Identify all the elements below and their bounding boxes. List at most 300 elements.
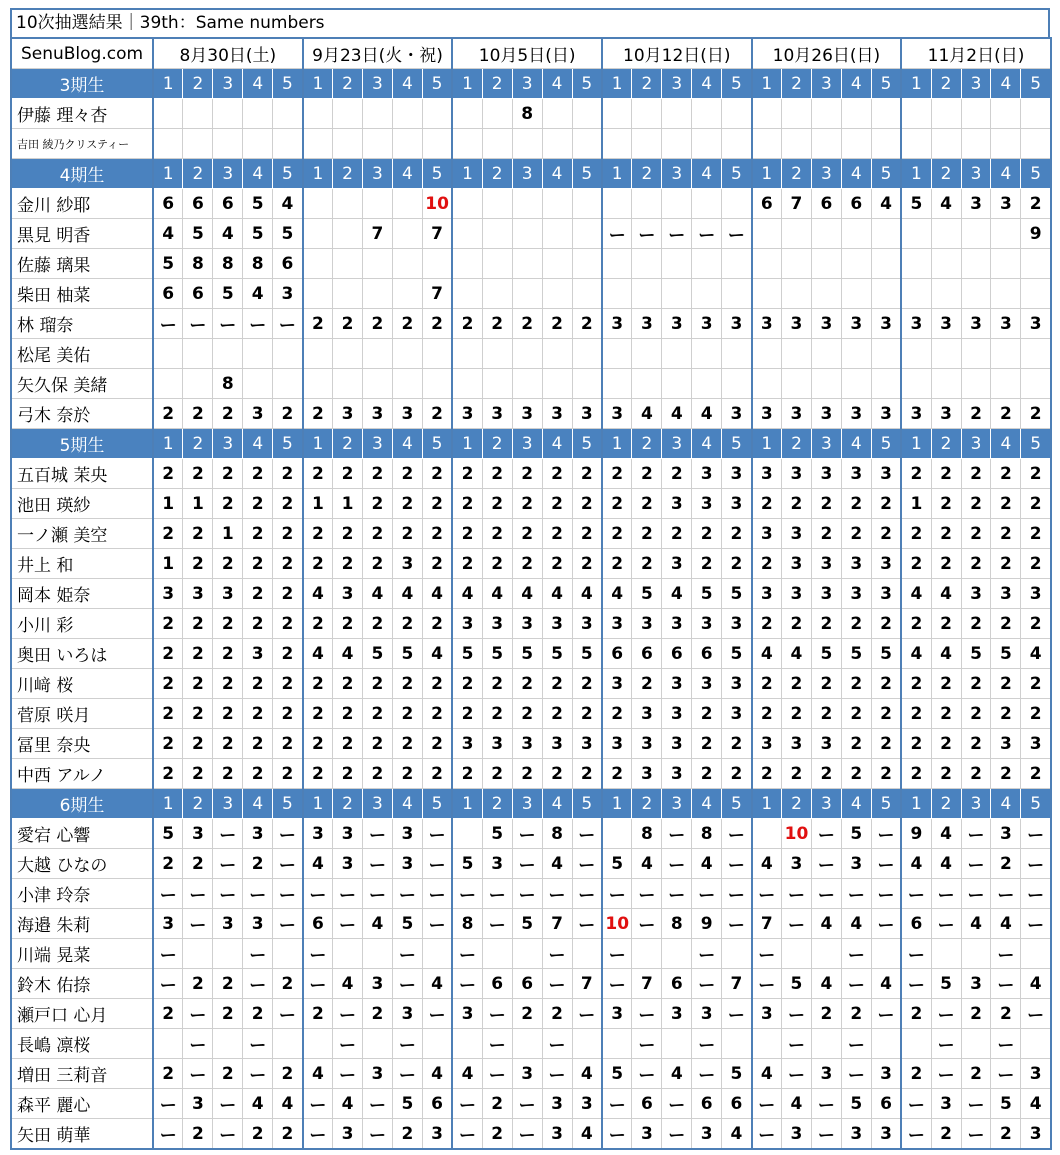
result-cell: 3 — [512, 729, 542, 759]
part-number: 1 — [452, 69, 482, 99]
result-cell: 2 — [542, 489, 572, 519]
result-cell — [572, 99, 602, 129]
result-cell: 3 — [273, 279, 303, 309]
result-cell: 2 — [153, 699, 183, 729]
part-number: 1 — [602, 789, 632, 819]
result-cell — [901, 1029, 931, 1059]
result-cell: 2 — [871, 609, 901, 639]
result-cell: 4 — [153, 219, 183, 249]
result-cell — [782, 219, 812, 249]
result-cell: ー — [333, 909, 363, 939]
generation-label: 5期生 — [11, 429, 153, 459]
result-cell: 2 — [273, 489, 303, 519]
result-cell — [542, 249, 572, 279]
member-row — [11, 849, 1051, 879]
result-cell: 3 — [931, 1089, 961, 1119]
result-cell: 4 — [752, 1059, 782, 1089]
result-cell: 2 — [482, 459, 512, 489]
result-cell: 2 — [901, 729, 931, 759]
result-cell — [991, 99, 1021, 129]
result-cell: ー — [422, 819, 452, 849]
result-cell: 3 — [722, 489, 752, 519]
result-cell: ー — [1021, 819, 1051, 849]
result-cell: 4 — [871, 969, 901, 999]
part-number: 1 — [602, 159, 632, 189]
result-cell: 2 — [752, 549, 782, 579]
result-cell: 2 — [512, 549, 542, 579]
result-cell: ー — [482, 1059, 512, 1089]
result-cell — [931, 249, 961, 279]
result-cell — [273, 339, 303, 369]
result-cell: 6 — [692, 639, 722, 669]
result-cell: 2 — [422, 699, 452, 729]
result-cell: 2 — [632, 489, 662, 519]
date-header: 8月30日(土) — [153, 38, 303, 69]
result-cell: 2 — [273, 639, 303, 669]
result-cell: ー — [213, 849, 243, 879]
result-cell: 2 — [183, 459, 213, 489]
result-cell: 4 — [662, 399, 692, 429]
result-cell: 2 — [452, 309, 482, 339]
result-cell — [841, 369, 871, 399]
part-number: 3 — [961, 159, 991, 189]
part-number: 3 — [512, 69, 542, 99]
result-cell: 4 — [1021, 969, 1051, 999]
result-cell: 2 — [213, 639, 243, 669]
result-cell — [243, 129, 273, 159]
result-cell: 3 — [662, 489, 692, 519]
result-cell: 7 — [363, 219, 393, 249]
result-cell: 2 — [991, 609, 1021, 639]
result-cell — [542, 339, 572, 369]
result-cell — [213, 339, 243, 369]
part-number: 4 — [243, 69, 273, 99]
result-cell: 2 — [422, 459, 452, 489]
result-cell: 2 — [392, 699, 422, 729]
result-cell: ー — [572, 849, 602, 879]
result-cell: 1 — [153, 549, 183, 579]
result-cell: ー — [991, 879, 1021, 909]
result-cell: 5 — [213, 279, 243, 309]
result-cell — [662, 99, 692, 129]
result-cell: 2 — [392, 609, 422, 639]
result-cell: 2 — [422, 309, 452, 339]
result-cell — [482, 99, 512, 129]
result-cell: 4 — [931, 819, 961, 849]
result-cell: 2 — [482, 699, 512, 729]
part-number: 3 — [662, 69, 692, 99]
result-cell: 2 — [482, 759, 512, 789]
result-cell: 2 — [183, 399, 213, 429]
result-cell: 2 — [273, 699, 303, 729]
result-cell — [392, 339, 422, 369]
result-cell — [722, 189, 752, 219]
result-cell — [363, 129, 393, 159]
result-cell — [572, 939, 602, 969]
result-cell: 6 — [752, 189, 782, 219]
result-cell — [931, 219, 961, 249]
result-cell: 5 — [243, 189, 273, 219]
result-cell — [392, 279, 422, 309]
result-cell: 2 — [482, 549, 512, 579]
result-cell: 2 — [752, 489, 782, 519]
result-cell: 3 — [782, 849, 812, 879]
part-number: 3 — [811, 429, 841, 459]
result-cell: 2 — [901, 519, 931, 549]
result-cell — [392, 129, 422, 159]
result-cell: 3 — [722, 699, 752, 729]
result-cell: 3 — [632, 609, 662, 639]
result-cell: ー — [1021, 879, 1051, 909]
result-cell — [422, 939, 452, 969]
result-cell: 4 — [572, 1059, 602, 1089]
result-cell: ー — [512, 1089, 542, 1119]
result-cell — [1021, 939, 1051, 969]
result-cell — [512, 129, 542, 159]
result-cell: 2 — [392, 759, 422, 789]
result-cell: 2 — [183, 699, 213, 729]
part-number: 3 — [512, 429, 542, 459]
result-cell: 2 — [692, 729, 722, 759]
result-cell: 2 — [273, 759, 303, 789]
result-cell — [871, 939, 901, 969]
result-cell: 8 — [662, 909, 692, 939]
result-cell: 2 — [782, 669, 812, 699]
result-cell — [572, 249, 602, 279]
result-cell: ー — [991, 1029, 1021, 1059]
member-name: 川端 晃菜 — [11, 939, 153, 969]
result-cell: 2 — [153, 759, 183, 789]
result-cell: ー — [811, 1089, 841, 1119]
result-cell: ー — [931, 909, 961, 939]
result-cell: 6 — [482, 969, 512, 999]
member-row — [11, 399, 1051, 429]
result-cell: 2 — [752, 699, 782, 729]
result-cell: 4 — [333, 1089, 363, 1119]
result-cell: 6 — [901, 909, 931, 939]
date-header: 10月26日(日) — [752, 38, 902, 69]
result-cell — [811, 279, 841, 309]
result-cell: ー — [452, 879, 482, 909]
result-cell — [782, 339, 812, 369]
part-number: 2 — [931, 429, 961, 459]
member-name: 小津 玲奈 — [11, 879, 153, 909]
member-row — [11, 459, 1051, 489]
result-cell: 4 — [1021, 1089, 1051, 1119]
generation-label: 3期生 — [11, 69, 153, 99]
result-cell: 8 — [542, 819, 572, 849]
member-name: 池田 瑛紗 — [11, 489, 153, 519]
result-cell: 4 — [811, 969, 841, 999]
result-cell: 2 — [991, 699, 1021, 729]
member-row — [11, 369, 1051, 399]
result-cell: 6 — [213, 189, 243, 219]
result-cell: 2 — [333, 459, 363, 489]
result-cell: 2 — [811, 699, 841, 729]
result-cell: 2 — [303, 729, 333, 759]
result-cell: 2 — [213, 549, 243, 579]
result-cell: ー — [452, 969, 482, 999]
result-cell: ー — [572, 819, 602, 849]
result-cell — [303, 369, 333, 399]
result-cell: 2 — [512, 669, 542, 699]
result-cell: ー — [782, 1029, 812, 1059]
result-cell: 1 — [303, 489, 333, 519]
result-cell: 6 — [153, 189, 183, 219]
part-number: 2 — [183, 789, 213, 819]
part-number: 3 — [811, 159, 841, 189]
result-cell — [572, 129, 602, 159]
result-cell: 4 — [752, 639, 782, 669]
result-cell: 3 — [572, 399, 602, 429]
result-cell: 3 — [542, 1089, 572, 1119]
result-cell: 2 — [841, 729, 871, 759]
generation-header-row — [11, 789, 1051, 819]
result-cell: 2 — [512, 759, 542, 789]
result-cell: 5 — [991, 639, 1021, 669]
result-cell: ー — [1021, 849, 1051, 879]
result-cell: ー — [722, 219, 752, 249]
result-cell — [1021, 279, 1051, 309]
result-cell — [422, 99, 452, 129]
member-row — [11, 819, 1051, 849]
result-cell: 4 — [602, 579, 632, 609]
result-cell: 2 — [1021, 399, 1051, 429]
result-cell: 3 — [692, 1119, 722, 1150]
result-cell: 5 — [482, 639, 512, 669]
result-cell: 2 — [333, 729, 363, 759]
result-cell: 3 — [782, 399, 812, 429]
member-row — [11, 609, 1051, 639]
result-cell: ー — [452, 1119, 482, 1150]
result-cell: 2 — [961, 519, 991, 549]
result-cell: 2 — [482, 519, 512, 549]
result-cell — [1021, 1029, 1051, 1059]
result-cell — [512, 219, 542, 249]
result-cell: ー — [722, 819, 752, 849]
result-cell: 2 — [931, 519, 961, 549]
result-cell: 3 — [572, 729, 602, 759]
result-cell: 4 — [243, 1089, 273, 1119]
result-cell — [811, 129, 841, 159]
result-cell — [333, 939, 363, 969]
result-cell: 2 — [363, 609, 393, 639]
result-cell: ー — [452, 1089, 482, 1119]
result-cell: ー — [482, 999, 512, 1029]
result-cell: 2 — [542, 669, 572, 699]
result-cell: ー — [273, 879, 303, 909]
part-number: 5 — [722, 69, 752, 99]
result-cell: ー — [1021, 999, 1051, 1029]
result-cell: 4 — [782, 1089, 812, 1119]
result-cell: 4 — [273, 1089, 303, 1119]
result-cell: 2 — [782, 759, 812, 789]
result-cell: 4 — [931, 579, 961, 609]
result-cell: 2 — [901, 699, 931, 729]
result-cell — [782, 129, 812, 159]
result-cell — [392, 99, 422, 129]
result-cell — [901, 339, 931, 369]
result-cell: 5 — [901, 189, 931, 219]
result-cell: 2 — [452, 669, 482, 699]
result-cell: 3 — [662, 609, 692, 639]
result-cell: 3 — [632, 309, 662, 339]
result-cell: 2 — [422, 399, 452, 429]
result-cell: 6 — [871, 1089, 901, 1119]
result-cell — [632, 189, 662, 219]
result-cell: 5 — [392, 909, 422, 939]
result-cell — [363, 369, 393, 399]
part-number: 1 — [602, 69, 632, 99]
result-cell: 1 — [213, 519, 243, 549]
member-name: 瀬戸口 心月 — [11, 999, 153, 1029]
result-cell: ー — [931, 879, 961, 909]
result-cell: ー — [392, 1059, 422, 1089]
result-cell — [692, 129, 722, 159]
result-cell: 2 — [512, 519, 542, 549]
result-cell: 2 — [572, 489, 602, 519]
result-cell: 6 — [632, 1089, 662, 1119]
result-cell: 2 — [961, 609, 991, 639]
result-cell: 2 — [363, 729, 393, 759]
result-cell — [662, 249, 692, 279]
part-number: 5 — [871, 429, 901, 459]
result-cell: 2 — [363, 459, 393, 489]
result-cell: 6 — [273, 249, 303, 279]
result-cell: ー — [692, 1059, 722, 1089]
result-cell — [632, 339, 662, 369]
result-cell: 3 — [871, 579, 901, 609]
result-cell — [333, 99, 363, 129]
result-cell: 1 — [183, 489, 213, 519]
result-cell: 7 — [422, 279, 452, 309]
result-cell: ー — [722, 999, 752, 1029]
result-cell: 2 — [213, 729, 243, 759]
result-cell — [1021, 129, 1051, 159]
result-cell: 2 — [542, 759, 572, 789]
result-cell: 5 — [153, 819, 183, 849]
result-cell: 2 — [1021, 669, 1051, 699]
result-cell: 2 — [243, 999, 273, 1029]
result-cell: ー — [871, 819, 901, 849]
part-number: 4 — [542, 159, 572, 189]
result-cell: 2 — [213, 969, 243, 999]
result-cell: 2 — [273, 399, 303, 429]
result-cell: 2 — [392, 519, 422, 549]
generation-label: 4期生 — [11, 159, 153, 189]
result-cell: 1 — [901, 489, 931, 519]
result-cell: ー — [213, 1089, 243, 1119]
part-number: 1 — [153, 429, 183, 459]
result-cell: 3 — [692, 489, 722, 519]
result-cell: 5 — [782, 969, 812, 999]
result-cell: 4 — [213, 219, 243, 249]
part-number: 3 — [662, 429, 692, 459]
part-number: 5 — [572, 159, 602, 189]
result-cell — [632, 939, 662, 969]
result-cell: ー — [961, 849, 991, 879]
part-number: 5 — [273, 159, 303, 189]
result-cell: 2 — [542, 699, 572, 729]
generation-header-row — [11, 69, 1051, 99]
result-cell: 3 — [871, 399, 901, 429]
member-row — [11, 1029, 1051, 1059]
result-cell — [662, 189, 692, 219]
result-cell: ー — [422, 909, 452, 939]
result-cell: 5 — [512, 909, 542, 939]
result-cell: ー — [213, 879, 243, 909]
result-cell — [602, 339, 632, 369]
result-cell — [662, 1029, 692, 1059]
member-name: 中西 アルノ — [11, 759, 153, 789]
part-number: 2 — [931, 69, 961, 99]
part-number: 1 — [452, 789, 482, 819]
result-cell: ー — [662, 879, 692, 909]
result-cell: 5 — [243, 219, 273, 249]
result-cell: 4 — [422, 1059, 452, 1089]
result-cell: ー — [512, 819, 542, 849]
part-number: 3 — [512, 159, 542, 189]
result-cell: 3 — [782, 309, 812, 339]
member-name: 金川 紗耶 — [11, 189, 153, 219]
result-cell: 2 — [512, 489, 542, 519]
result-cell: 4 — [392, 579, 422, 609]
result-cell: 4 — [273, 189, 303, 219]
result-cell — [782, 249, 812, 279]
result-cell: 2 — [422, 729, 452, 759]
result-cell: ー — [632, 879, 662, 909]
result-cell: 7 — [572, 969, 602, 999]
part-number: 2 — [482, 159, 512, 189]
result-cell — [422, 339, 452, 369]
result-cell: 2 — [811, 669, 841, 699]
result-cell: 2 — [422, 669, 452, 699]
result-cell — [303, 249, 333, 279]
result-cell — [752, 129, 782, 159]
part-number: 1 — [752, 69, 782, 99]
result-cell: 5 — [602, 849, 632, 879]
result-cell: ー — [243, 969, 273, 999]
result-cell: 4 — [542, 579, 572, 609]
result-cell: 2 — [482, 489, 512, 519]
result-cell: 2 — [901, 609, 931, 639]
result-cell: ー — [692, 879, 722, 909]
result-cell: 3 — [153, 909, 183, 939]
result-cell: 2 — [213, 459, 243, 489]
result-cell: 4 — [572, 1119, 602, 1150]
result-cell — [452, 279, 482, 309]
part-number: 4 — [392, 429, 422, 459]
part-number: 2 — [782, 69, 812, 99]
member-name: 奥田 いろは — [11, 639, 153, 669]
result-cell: 3 — [512, 1059, 542, 1089]
result-cell: 5 — [961, 639, 991, 669]
result-cell: 2 — [243, 579, 273, 609]
result-cell: ー — [841, 1029, 871, 1059]
part-number: 4 — [243, 789, 273, 819]
result-cell: 2 — [422, 609, 452, 639]
part-number: 1 — [153, 159, 183, 189]
result-cell: 2 — [811, 609, 841, 639]
result-cell: 2 — [841, 519, 871, 549]
part-number: 4 — [841, 69, 871, 99]
result-cell: 3 — [752, 999, 782, 1029]
result-cell: 3 — [782, 519, 812, 549]
result-cell — [572, 189, 602, 219]
result-cell — [363, 189, 393, 219]
result-cell: 2 — [692, 549, 722, 579]
result-cell: 2 — [273, 579, 303, 609]
